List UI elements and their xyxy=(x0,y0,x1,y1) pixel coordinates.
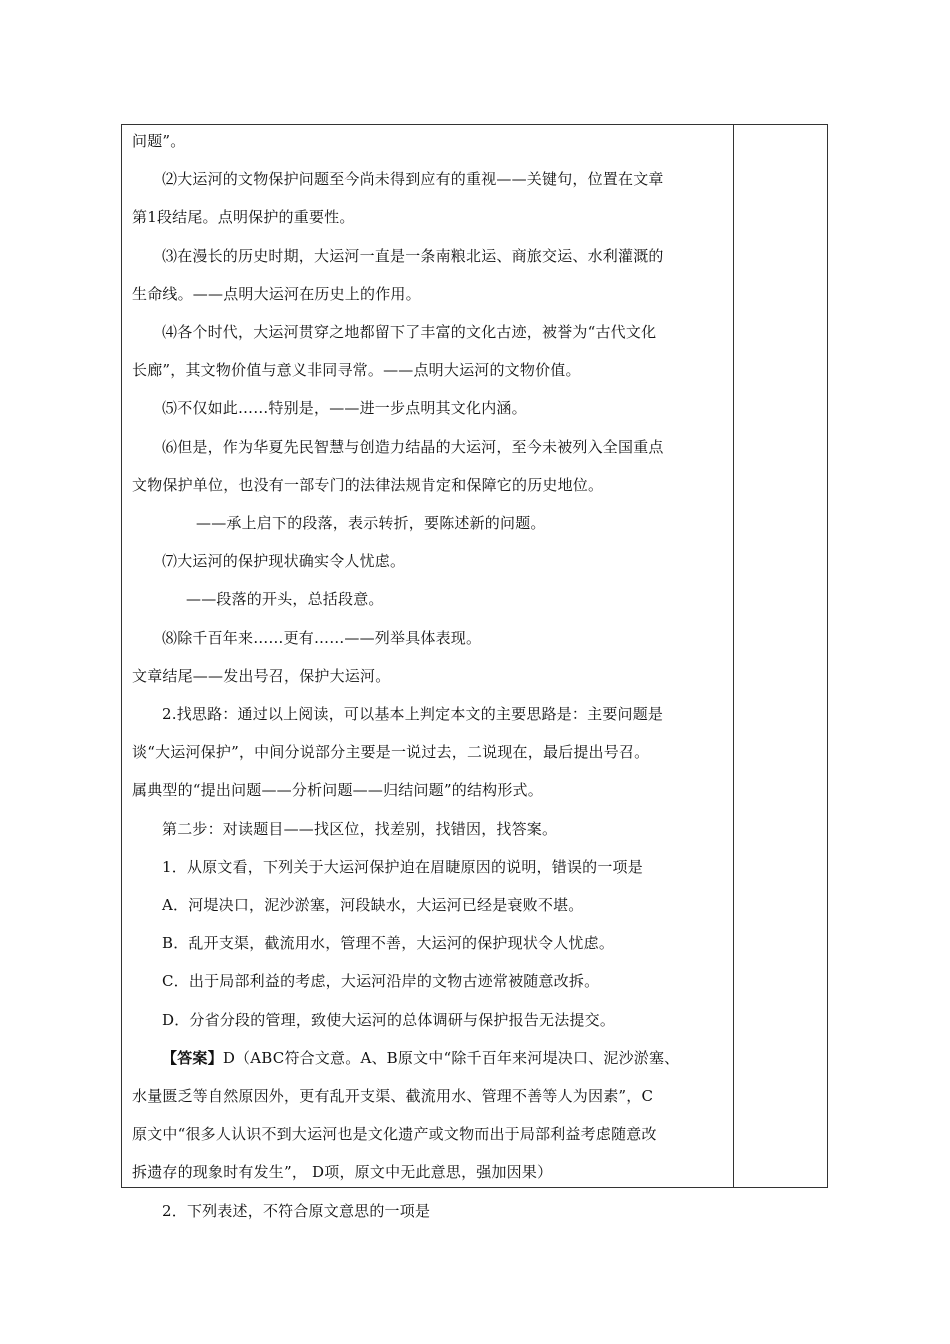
main-content-cell xyxy=(132,122,728,1230)
text-line: 谈“大运河保护”，中间分说部分主要是一说过去，二说现在，最后提出号召。 xyxy=(132,743,650,762)
option-b: B．乱开支渠，截流用水，管理不善，大运河的保护现状令人忧虑。 xyxy=(162,934,615,953)
text-line: ——承上启下的段落，表示转折，要陈述新的问题。 xyxy=(196,514,546,533)
text-line: ——段落的开头，总括段意。 xyxy=(186,590,384,609)
text-line: 问题”。 xyxy=(132,132,186,150)
answer-label: 【答案】 xyxy=(162,1048,223,1067)
answer-text: D（ABC符合文意。A、B原文中“除千百年来河堤决口、泥沙淤塞、 xyxy=(222,1048,680,1067)
text-line: ⑷各个时代，大运河贯穿之地都留下了丰富的文化古迹，被誉为“古代文化 xyxy=(162,323,657,342)
text-line: 第二步：对读题目——找区位，找差别，找错因，找答案。 xyxy=(162,819,558,838)
text-line: 生命线。——点明大运河在历史上的作用。 xyxy=(132,284,421,303)
text-line: 第1段结尾。点明保护的重要性。 xyxy=(132,208,355,227)
text-line: ⑸不仅如此……特别是，——进一步点明其文化内涵。 xyxy=(162,399,527,418)
text-line: 属典型的“提出问题——分析问题——归结问题”的结构形式。 xyxy=(132,781,543,800)
text-line: ⑵大运河的文物保护问题至今尚未得到应有的重视——关键句，位置在文章 xyxy=(162,170,664,189)
option-c: C．出于局部利益的考虑，大运河沿岸的文物古迹常被随意改拆。 xyxy=(162,972,600,991)
text-line: 文物保护单位，也没有一部专门的法律法规肯定和保障它的历史地位。 xyxy=(132,475,604,494)
answer-line: 拆遗存的现象时有发生”， D项，原文中无此意思，强加因果） xyxy=(132,1163,553,1182)
text-line: ⑶在漫长的历史时期，大运河一直是一条南粮北运、商旅交运、水利灌溉的 xyxy=(162,246,664,265)
option-a: A．河堤决口，泥沙淤塞，河段缺水，大运河已经是衰败不堪。 xyxy=(162,896,584,915)
text-line: ⑻除千百年来……更有……——列举具体表现。 xyxy=(162,628,482,647)
text-line: ⑹但是，作为华夏先民智慧与创造力结晶的大运河，至今未被列入全国重点 xyxy=(162,437,664,456)
answer-line xyxy=(132,1039,728,1077)
question-2: 2．下列表述，不符合原文意思的一项是 xyxy=(162,1201,431,1220)
text-line: 文章结尾——发出号召，保护大运河。 xyxy=(132,666,391,685)
text-line: 长廊”，其文物价值与意义非同寻常。——点明大运河的文物价值。 xyxy=(132,361,581,380)
side-notes-cell xyxy=(734,125,827,1187)
option-d: D．分省分段的管理，致使大运河的总体调研与保护报告无法提交。 xyxy=(162,1010,616,1029)
text-line: 2.找思路：通过以上阅读，可以基本上判定本文的主要思路是：主要问题是 xyxy=(162,705,664,724)
text-line: ⑺大运河的保护现状确实令人忧虑。 xyxy=(162,552,406,571)
question-1: 1．从原文看，下列关于大运河保护迫在眉睫原因的说明，错误的一项是 xyxy=(162,857,643,876)
answer-line: 原文中“很多人认识不到大运河也是文化遗产或文物而出于局部利益考虑随意改 xyxy=(132,1125,657,1144)
answer-line: 水量匮乏等自然原因外，更有乱开支渠、截流用水、管理不善等人为因素”，C xyxy=(132,1087,654,1106)
